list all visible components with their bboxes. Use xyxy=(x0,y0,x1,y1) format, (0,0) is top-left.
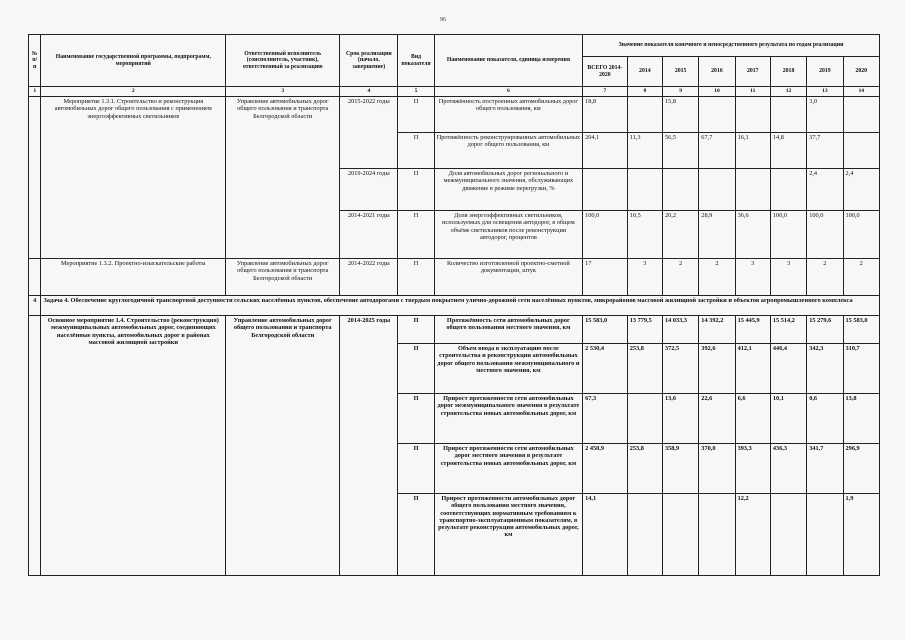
value-cell xyxy=(843,97,879,133)
value-cell: 100,0 xyxy=(583,211,628,259)
column-number: 14 xyxy=(843,87,879,97)
value-cell: 15 279,6 xyxy=(807,316,843,344)
value-cell: 204,1 xyxy=(583,133,628,169)
indicator-type-cell: П xyxy=(398,211,434,259)
value-cell xyxy=(699,97,735,133)
value-cell: 18,8 xyxy=(583,97,628,133)
value-cell: 67,7 xyxy=(699,133,735,169)
executor-cell: Управление автомобильных дорог общего пользования и транспорта Белгородской области xyxy=(226,259,340,296)
value-cell: 436,3 xyxy=(770,444,806,494)
program-name-cell: Мероприятие 1.3.2. Проектно-изыскательские работы xyxy=(41,259,226,296)
row-number-cell xyxy=(29,259,41,296)
value-cell xyxy=(662,494,698,576)
value-cell: 2 xyxy=(843,259,879,296)
header-year: 2018 xyxy=(770,57,806,87)
task-row xyxy=(29,296,880,316)
term-cell: 2014-2025 годы xyxy=(340,316,398,576)
row-number-cell xyxy=(29,97,41,259)
header-year: 2014 xyxy=(627,57,662,87)
term-cell: 2015-2022 годы xyxy=(340,97,398,169)
value-cell: 28,9 xyxy=(699,211,735,259)
value-cell xyxy=(662,169,698,211)
value-cell xyxy=(735,97,770,133)
header-total: ВСЕГО 2014-2020 xyxy=(583,57,628,87)
value-cell: 13 779,5 xyxy=(627,316,662,344)
value-cell xyxy=(843,133,879,169)
value-cell: 2 530,4 xyxy=(583,344,628,394)
header-year: 2019 xyxy=(807,57,843,87)
value-cell: 3,0 xyxy=(807,97,843,133)
value-cell xyxy=(807,494,843,576)
header-name: Наименование государственной программы, подпрограмм, мероприятий xyxy=(41,35,226,87)
header-year: 2017 xyxy=(735,57,770,87)
value-cell: 1,9 xyxy=(843,494,879,576)
value-cell: 37,7 xyxy=(807,133,843,169)
value-cell xyxy=(699,494,735,576)
value-cell: 2,4 xyxy=(807,169,843,211)
indicator-name-cell: Прирост протяженности сети автомобильных дорог межмуниципального значения в результате строительства новых автомобильных дорог, км xyxy=(434,394,582,444)
value-cell: 2 xyxy=(807,259,843,296)
indicator-name-cell: Объем ввода в эксплуатацию после строительства и реконструкции автомобильных дорог общего пользования межмуниципального и местного значения, км xyxy=(434,344,582,394)
term-cell: 2014-2021 годы xyxy=(340,211,398,259)
column-number: 5 xyxy=(398,87,434,97)
value-cell: 2,4 xyxy=(843,169,879,211)
executor-cell: Управление автомобильных дорог общего пользования и транспорта Белгородской области xyxy=(226,316,340,576)
value-cell: 2 xyxy=(662,259,698,296)
indicator-type-cell: П xyxy=(398,169,434,211)
value-cell: 2 450,9 xyxy=(583,444,628,494)
value-cell xyxy=(699,169,735,211)
page-number: 96 xyxy=(440,17,446,23)
indicator-name-cell: Протяжённость реконструированных автомобильных дорог общего пользования, км xyxy=(434,133,582,169)
indicator-type-cell: П xyxy=(398,259,434,296)
indicator-type-cell: П xyxy=(398,97,434,133)
column-number: 9 xyxy=(662,87,698,97)
value-cell: 22,6 xyxy=(699,394,735,444)
value-cell xyxy=(627,169,662,211)
column-number: 1 xyxy=(29,87,41,97)
value-cell: 393,3 xyxy=(735,444,770,494)
indicator-type-cell: П xyxy=(398,494,434,576)
column-number: 12 xyxy=(770,87,806,97)
value-cell: 446,4 xyxy=(770,344,806,394)
indicator-type-cell: П xyxy=(398,133,434,169)
value-cell: 3 xyxy=(735,259,770,296)
value-cell: 100,0 xyxy=(807,211,843,259)
value-cell xyxy=(770,494,806,576)
indicator-name-cell: Прирост протяженности сети автомобильных дорог местного значения в результате строительства новых автомобильных дорог, км xyxy=(434,444,582,494)
indicator-type-cell: П xyxy=(398,316,434,344)
value-cell: 13,8 xyxy=(843,394,879,444)
value-cell: 15 583,0 xyxy=(843,316,879,344)
column-number: 2 xyxy=(41,87,226,97)
value-cell: 2 xyxy=(699,259,735,296)
program-name-cell: Мероприятие 1.3.1. Строительство и реконструкция автомобильных дорог общего пользования с применением энергоэффективных светильников xyxy=(41,97,226,259)
column-number: 10 xyxy=(699,87,735,97)
value-cell: 14 033,3 xyxy=(662,316,698,344)
row-number-cell xyxy=(29,316,41,576)
value-cell: 20,2 xyxy=(662,211,698,259)
table-row xyxy=(29,316,880,344)
value-cell xyxy=(770,169,806,211)
value-cell: 341,7 xyxy=(807,444,843,494)
column-number: 7 xyxy=(583,87,628,97)
header-type: Вид показателя xyxy=(398,35,434,87)
header-year: 2020 xyxy=(843,57,879,87)
value-cell: 15 514,2 xyxy=(770,316,806,344)
value-cell: 392,6 xyxy=(699,344,735,394)
value-cell: 3 xyxy=(627,259,662,296)
column-number: 6 xyxy=(434,87,582,97)
header-values-group: Значение показателя конечного и непосредственного результата по годам реализации xyxy=(583,35,880,57)
column-number: 11 xyxy=(735,87,770,97)
value-cell xyxy=(627,394,662,444)
value-cell: 3 xyxy=(770,259,806,296)
value-cell: 15 583,0 xyxy=(583,316,628,344)
indicator-name-cell: Протяжённость сети автомобильных дорог общего пользования местного значения, км xyxy=(434,316,582,344)
value-cell: 6,6 xyxy=(735,394,770,444)
value-cell: 358,9 xyxy=(662,444,698,494)
value-cell: 253,8 xyxy=(627,444,662,494)
indicator-name-cell: Протяжённость построенных автомобильных дорог общего пользования, км xyxy=(434,97,582,133)
column-number: 3 xyxy=(226,87,340,97)
header-indicator: Наименование показателя, единица измерения xyxy=(434,35,582,87)
program-name-cell: Основное мероприятие 1.4. Строительство (реконструкция) межмуниципальных автомобильных дорог, соединяющих населённые пункты, автомобильных дорог в районах массовой жилищной застройки xyxy=(41,316,226,576)
value-cell: 253,8 xyxy=(627,344,662,394)
indicator-type-cell: П xyxy=(398,344,434,394)
indicator-type-cell: П xyxy=(398,394,434,444)
value-cell: 10,5 xyxy=(627,211,662,259)
value-cell: 56,5 xyxy=(662,133,698,169)
indicator-name-cell: Доля автомобильных дорог регионального и межмуниципального значения, обслуживающих движение в режиме перегрузки, % xyxy=(434,169,582,211)
value-cell: 12,2 xyxy=(735,494,770,576)
value-cell: 296,9 xyxy=(843,444,879,494)
value-cell: 100,0 xyxy=(770,211,806,259)
table-row xyxy=(29,97,880,133)
value-cell xyxy=(627,494,662,576)
value-cell: 15,8 xyxy=(662,97,698,133)
indicator-name-cell: Прирост протяженности автомобильных дорог общего пользования местного значения, соответствующих нормативным требованиям к транспортно-эксплуатационным показателям, в результате реконструкции автомобильных дорог, км xyxy=(434,494,582,576)
header-year: 2016 xyxy=(699,57,735,87)
value-cell: 310,7 xyxy=(843,344,879,394)
indicators-table xyxy=(28,34,880,576)
task-text-cell: Задача 4. Обеспечение круглогодичной транспортной доступности сельских населённых пунктов, обеспечение автодорогами с твердым покрытием улично-дорожной сети населённых пунктов, микрорайонов массовой жилищной застройки и объектов агропромышленного комплекса xyxy=(41,296,880,316)
value-cell: 17 xyxy=(583,259,628,296)
task-number-cell: 4 xyxy=(29,296,41,316)
value-cell: 13,6 xyxy=(662,394,698,444)
executor-cell: Управление автомобильных дорог общего пользования и транспорта Белгородской области xyxy=(226,97,340,259)
column-numbers-row xyxy=(29,87,880,97)
indicator-type-cell: П xyxy=(398,444,434,494)
column-number: 8 xyxy=(627,87,662,97)
column-number: 4 xyxy=(340,87,398,97)
value-cell: 14,1 xyxy=(583,494,628,576)
value-cell: 67,3 xyxy=(583,394,628,444)
value-cell: 10,1 xyxy=(770,394,806,444)
value-cell: 14 392,2 xyxy=(699,316,735,344)
value-cell: 14,8 xyxy=(770,133,806,169)
header-term: Срок реализации (начало, завершение) xyxy=(340,35,398,87)
value-cell: 16,1 xyxy=(735,133,770,169)
table-row xyxy=(29,259,880,296)
value-cell: 100,0 xyxy=(843,211,879,259)
value-cell xyxy=(770,97,806,133)
value-cell: 370,0 xyxy=(699,444,735,494)
value-cell: 0,6 xyxy=(807,394,843,444)
value-cell: 36,6 xyxy=(735,211,770,259)
column-number: 13 xyxy=(807,87,843,97)
term-cell: 2014-2022 годы xyxy=(340,259,398,296)
header-no: № п/п xyxy=(29,35,41,87)
value-cell: 342,3 xyxy=(807,344,843,394)
value-cell xyxy=(583,169,628,211)
value-cell: 372,5 xyxy=(662,344,698,394)
value-cell: 11,3 xyxy=(627,133,662,169)
indicator-name-cell: Доля энергоэффективных светильников, используемых для освещения автодорог, в общем объёме светильников после реконструкции автодорог, процентов xyxy=(434,211,582,259)
indicator-name-cell: Количество изготовленной проектно-сметной документации, штук xyxy=(434,259,582,296)
value-cell xyxy=(627,97,662,133)
value-cell: 412,1 xyxy=(735,344,770,394)
value-cell: 15 445,9 xyxy=(735,316,770,344)
header-executor: Ответственный исполнитель (соисполнитель, участник), ответственный за реализацию xyxy=(226,35,340,87)
header-year: 2015 xyxy=(662,57,698,87)
value-cell xyxy=(735,169,770,211)
term-cell: 2019-2024 годы xyxy=(340,169,398,211)
